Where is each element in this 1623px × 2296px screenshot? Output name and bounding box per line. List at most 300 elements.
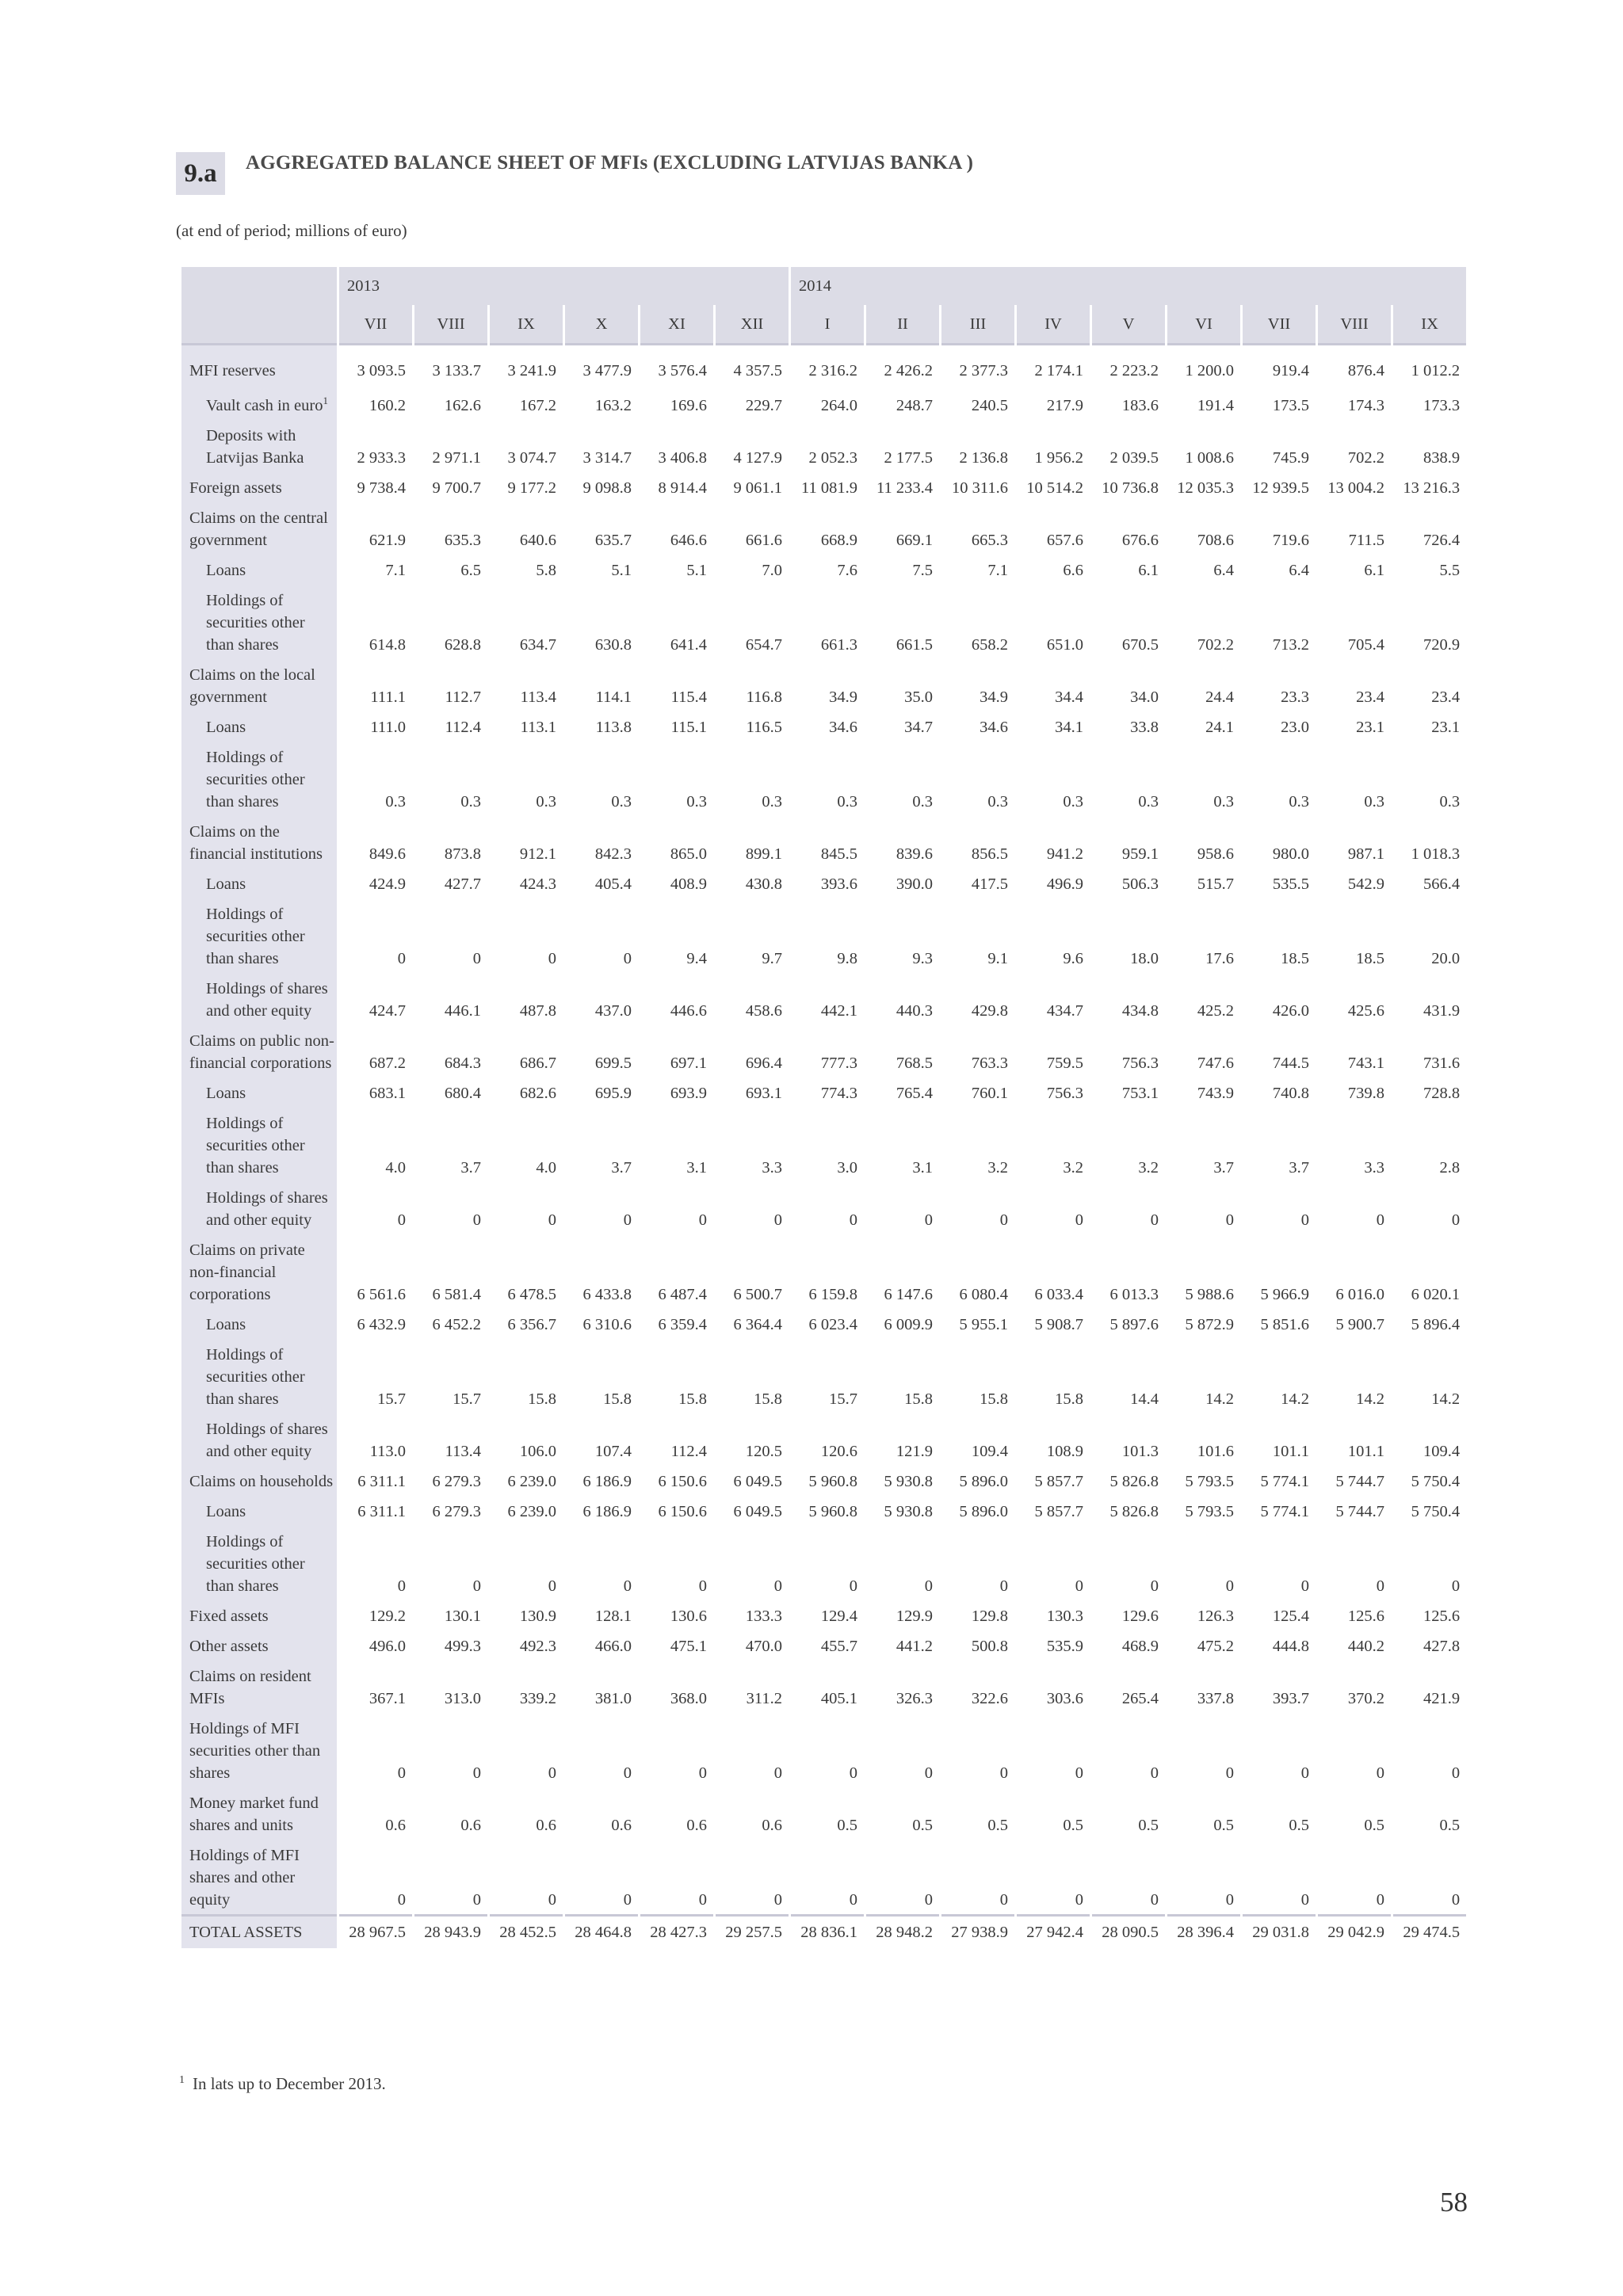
row-label: Claims on private non-financial corporations [189,1241,305,1303]
row-label: Fixed assets [189,1607,269,1625]
value-cell: 23.4 [1356,688,1385,706]
value-cell: 115.1 [670,718,707,736]
value-cell: 5 857.7 [1034,1472,1084,1490]
table-row [181,1661,1466,1713]
value-cell: 658.2 [971,635,1009,654]
value-cell: 0 [623,1890,632,1909]
value-cell: 35.0 [904,688,934,706]
value-cell: 6 033.4 [1034,1285,1084,1303]
value-cell: 107.4 [594,1442,632,1460]
value-cell: 3 074.7 [507,448,556,467]
value-cell: 676.6 [1121,531,1159,549]
value-cell: 635.7 [594,531,632,549]
value-cell: 6 150.6 [658,1502,707,1520]
total-value-cell: 28 967.5 [339,1914,412,1948]
value-cell: 126.3 [1197,1607,1235,1625]
value-cell: 487.8 [519,1001,556,1020]
table-row [181,816,1466,868]
value-cell: 425.2 [1197,1001,1235,1020]
value-cell: 129.6 [1121,1607,1159,1625]
value-cell: 129.9 [896,1607,934,1625]
value-cell: 661.6 [745,531,783,549]
value-cell: 0 [472,1890,481,1909]
value-cell: 0 [999,1890,1009,1909]
row-label-cell [181,711,337,742]
value-cell: 265.4 [1121,1689,1159,1707]
month-header-cell: VIII [414,305,487,345]
value-cell: 0.3 [987,792,1009,810]
value-cell: 34.1 [1055,718,1084,736]
value-cell: 23.1 [1356,718,1385,736]
total-value-cell: 28 396.4 [1167,1914,1240,1948]
value-cell: 442.1 [820,1001,858,1020]
value-cell: 684.3 [444,1054,481,1072]
row-label-cell [181,1630,337,1661]
value-cell: 5 900.7 [1335,1315,1385,1333]
value-cell: 7.1 [385,561,406,579]
value-cell: 3 241.9 [507,362,556,379]
year-header-cell: 2014 [791,267,1466,305]
value-cell: 183.6 [1121,396,1159,414]
value-cell: 113.1 [520,718,556,736]
value-cell: 427.7 [444,875,481,893]
value-cell: 248.7 [896,396,934,414]
value-cell: 651.0 [1046,635,1084,654]
value-cell: 0.3 [762,792,783,810]
value-cell: 10 311.6 [952,479,1009,497]
value-cell: 112.4 [445,718,481,736]
value-cell: 440.3 [896,1001,934,1020]
balance-sheet-table [179,267,1468,1948]
row-label: MFI reserves [189,362,276,379]
value-cell: 34.7 [904,718,934,736]
month-header-cell: III [941,305,1014,345]
value-cell: 0 [698,1577,707,1595]
row-label: Holdings of securities other than shares [206,1345,305,1408]
value-cell: 1 008.6 [1185,448,1235,467]
value-cell: 3.3 [1364,1158,1385,1177]
row-label-cell [181,1339,337,1413]
total-value-cell: 28 836.1 [791,1914,864,1948]
value-cell: 0.3 [611,792,632,810]
value-cell: 101.1 [1272,1442,1310,1460]
value-cell: 326.3 [896,1689,934,1707]
value-cell: 634.7 [519,635,556,654]
row-label-cell [181,1713,337,1787]
value-cell: 0 [698,1890,707,1909]
value-cell: 229.7 [745,396,783,414]
row-label-cell [181,555,337,585]
value-cell: 6 310.6 [582,1315,632,1333]
row-label-cell [181,1526,337,1600]
value-cell: 129.2 [369,1607,406,1625]
value-cell: 174.3 [1347,396,1385,414]
value-cell: 6 239.0 [507,1472,556,1490]
row-label: Loans [206,1502,246,1520]
value-cell: 0 [1075,1764,1084,1782]
value-cell: 0 [472,1577,481,1595]
row-label: Holdings of securities other than shares [206,1114,305,1177]
value-cell: 726.4 [1423,531,1461,549]
month-header-cell: XI [640,305,713,345]
value-cell: 0 [849,1764,858,1782]
value-cell: 4.0 [385,1158,406,1177]
value-cell: 0 [548,1890,556,1909]
value-cell: 128.1 [594,1607,632,1625]
value-cell: 10 736.8 [1102,479,1159,497]
spacer-cell [866,345,939,355]
value-cell: 339.2 [519,1689,556,1707]
value-cell: 0 [548,1764,556,1782]
value-cell: 130.1 [444,1607,481,1625]
table-row [181,1182,1466,1234]
value-cell: 0.3 [686,792,707,810]
value-cell: 8 914.4 [658,479,707,497]
value-cell: 5 896.0 [959,1502,1009,1520]
value-cell: 0.5 [1138,1816,1159,1834]
value-cell: 23.1 [1431,718,1461,736]
value-cell: 0.3 [837,792,858,810]
row-label: Money market fund shares and units [189,1794,319,1834]
value-cell: 0 [999,1577,1009,1595]
value-cell: 9 177.2 [507,479,556,497]
value-cell: 6 359.4 [658,1315,707,1333]
row-label-cell [181,1309,337,1339]
value-cell: 728.8 [1423,1084,1461,1102]
table-row [181,1466,1466,1496]
value-cell: 3 576.4 [658,362,707,379]
value-cell: 743.9 [1197,1084,1235,1102]
value-cell: 455.7 [820,1637,858,1655]
value-cell: 912.1 [519,845,556,863]
value-cell: 112.4 [670,1442,707,1460]
row-label-cell [181,742,337,816]
row-label: Holdings of securities other than shares [206,1532,305,1595]
value-cell: 702.2 [1197,635,1235,654]
value-cell: 0 [1376,1211,1385,1229]
value-cell: 0.5 [1364,1816,1385,1834]
row-label-cell [181,973,337,1025]
value-cell: 0 [548,1211,556,1229]
value-cell: 173.5 [1272,396,1310,414]
value-cell: 873.8 [444,845,481,863]
value-cell: 169.6 [670,396,707,414]
row-label-cell [181,868,337,898]
value-cell: 15.8 [678,1390,707,1408]
value-cell: 390.0 [896,875,934,893]
value-cell: 614.8 [369,635,406,654]
table-row [181,1309,1466,1339]
value-cell: 393.7 [1272,1689,1310,1707]
table-row [181,973,1466,1025]
value-cell: 6.1 [1138,561,1159,579]
value-cell: 5.5 [1439,561,1461,579]
value-cell: 0 [472,1764,481,1782]
row-label: Claims on public non-financial corporations [189,1032,334,1072]
value-cell: 120.5 [745,1442,783,1460]
total-value-cell: 28 452.5 [490,1914,563,1948]
value-cell: 0.5 [1439,1816,1461,1834]
value-cell: 112.7 [445,688,481,706]
total-value-cell: 29 474.5 [1393,1914,1466,1948]
value-cell: 424.3 [519,875,556,893]
value-cell: 430.8 [745,875,783,893]
value-cell: 0.5 [987,1816,1009,1834]
value-cell: 919.4 [1272,362,1310,379]
value-cell: 368.0 [670,1689,707,1707]
table-row [181,1600,1466,1630]
value-cell: 635.3 [444,531,481,549]
value-cell: 0.3 [1439,792,1461,810]
value-cell: 18.0 [1130,949,1159,967]
value-cell: 370.2 [1347,1689,1385,1707]
value-cell: 6 186.9 [582,1502,632,1520]
value-cell: 130.3 [1046,1607,1084,1625]
value-cell: 0 [1300,1577,1310,1595]
value-cell: 434.8 [1121,1001,1159,1020]
table-row [181,742,1466,816]
month-header-cell: VI [1167,305,1240,345]
value-cell: 0 [1300,1211,1310,1229]
value-cell: 0.3 [385,792,406,810]
value-cell: 9 061.1 [733,479,783,497]
value-cell: 5 750.4 [1411,1472,1461,1490]
value-cell: 11 081.9 [801,479,858,497]
table-row [181,420,1466,472]
value-cell: 9.8 [837,949,858,967]
value-cell: 661.3 [820,635,858,654]
value-cell: 6 487.4 [658,1285,707,1303]
row-label-cell [181,420,337,472]
table-row [181,502,1466,555]
value-cell: 0 [397,1211,406,1229]
value-cell: 6 478.5 [507,1285,556,1303]
row-label: Holdings of securities other than shares [206,748,305,810]
value-cell: 14.2 [1356,1390,1385,1408]
value-cell: 0.3 [460,792,481,810]
value-cell: 0 [999,1764,1009,1782]
value-cell: 6 311.1 [357,1472,406,1490]
value-cell: 130.6 [670,1607,707,1625]
value-cell: 5 966.9 [1260,1285,1310,1303]
row-label-cell [181,1840,337,1914]
value-cell: 2 223.2 [1109,362,1159,379]
value-cell: 693.9 [670,1084,707,1102]
value-cell: 0 [1150,1764,1159,1782]
value-cell: 322.6 [971,1689,1009,1707]
value-cell: 34.9 [829,688,858,706]
row-label-cell [181,1661,337,1713]
table-row [181,472,1466,502]
value-cell: 0 [623,1577,632,1595]
value-cell: 125.4 [1272,1607,1310,1625]
value-cell: 2 971.1 [432,448,481,467]
value-cell: 774.3 [820,1084,858,1102]
value-cell: 9 700.7 [432,479,481,497]
value-cell: 475.2 [1197,1637,1235,1655]
row-label-cell [181,502,337,555]
value-cell: 5 774.1 [1260,1502,1310,1520]
value-cell: 5 908.7 [1034,1315,1084,1333]
table-row [181,711,1466,742]
value-cell: 125.6 [1423,1607,1461,1625]
year-header-row [181,267,1466,305]
value-cell: 0 [397,949,406,967]
value-cell: 9 098.8 [582,479,632,497]
value-cell: 6 433.8 [582,1285,632,1303]
value-cell: 744.5 [1272,1054,1310,1072]
value-cell: 670.5 [1121,635,1159,654]
value-cell: 311.2 [746,1689,783,1707]
value-cell: 5 955.1 [959,1315,1009,1333]
value-cell: 865.0 [670,845,707,863]
value-cell: 0 [1451,1890,1461,1909]
value-cell: 740.8 [1272,1084,1310,1102]
value-cell: 0.3 [1213,792,1235,810]
value-cell: 760.1 [971,1084,1009,1102]
row-label-cell [181,1234,337,1309]
value-cell: 0.6 [536,1816,556,1834]
value-cell: 173.3 [1423,396,1461,414]
value-cell: 0 [924,1890,934,1909]
value-cell: 121.9 [896,1442,934,1460]
value-cell: 6.4 [1213,561,1235,579]
value-cell: 3 314.7 [582,448,632,467]
spacer-cell [791,345,864,355]
value-cell: 5 793.5 [1185,1472,1235,1490]
row-label-cell [181,1466,337,1496]
value-cell: 101.3 [1121,1442,1159,1460]
value-cell: 0 [849,1577,858,1595]
value-cell: 2 039.5 [1109,448,1159,467]
value-cell: 6.5 [460,561,481,579]
value-cell: 130.9 [519,1607,556,1625]
value-cell: 4.0 [536,1158,556,1177]
page-number: 58 [1440,2187,1468,2218]
value-cell: 5.8 [536,561,556,579]
row-label: Holdings of securities other than shares [206,905,305,967]
value-cell: 0.5 [912,1816,934,1834]
value-cell: 114.1 [595,688,632,706]
value-cell: 9.6 [1063,949,1084,967]
value-cell: 0.5 [1063,1816,1084,1834]
value-cell: 899.1 [745,845,783,863]
value-cell: 470.0 [745,1637,783,1655]
row-label: Holdings of shares and other equity [206,1188,328,1229]
row-label-cell [181,1496,337,1526]
value-cell: 116.8 [746,688,783,706]
value-cell: 0 [1300,1764,1310,1782]
value-cell: 9.1 [987,949,1009,967]
total-value-cell: 28 427.3 [640,1914,713,1948]
value-cell: 0 [1075,1211,1084,1229]
value-cell: 566.4 [1423,875,1461,893]
value-cell: 0 [397,1890,406,1909]
spacer-cell [640,345,713,355]
value-cell: 763.3 [971,1054,1009,1072]
value-cell: 499.3 [444,1637,481,1655]
value-cell: 0 [472,1211,481,1229]
month-header-cell: X [565,305,638,345]
row-label: Loans [206,718,246,736]
value-cell: 765.4 [896,1084,934,1102]
value-cell: 5 896.0 [959,1472,1009,1490]
value-cell: 0.6 [762,1816,783,1834]
value-cell: 405.4 [594,875,632,893]
value-cell: 0 [548,949,556,967]
value-cell: 5 826.8 [1109,1502,1159,1520]
value-cell: 1 956.2 [1034,448,1084,467]
value-cell: 446.6 [670,1001,707,1020]
value-cell: 429.8 [971,1001,1009,1020]
table-row [181,585,1466,659]
value-cell: 20.0 [1431,949,1461,967]
value-cell: 7.6 [837,561,858,579]
value-cell: 0 [999,1211,1009,1229]
value-cell: 468.9 [1121,1637,1159,1655]
value-cell: 0 [1225,1890,1235,1909]
spacer-cell [490,345,563,355]
value-cell: 2 377.3 [959,362,1009,379]
value-cell: 1 012.2 [1411,362,1461,379]
total-value-cell: 28 943.9 [414,1914,487,1948]
row-label-cell [181,472,337,502]
table-row [181,898,1466,973]
value-cell: 5 793.5 [1185,1502,1235,1520]
table-row [181,1339,1466,1413]
spacer-cell [565,345,638,355]
value-cell: 621.9 [369,531,406,549]
value-cell: 759.5 [1046,1054,1084,1072]
value-cell: 2 174.1 [1034,362,1084,379]
value-cell: 440.2 [1347,1637,1385,1655]
value-cell: 6 147.6 [884,1285,934,1303]
value-cell: 6 009.9 [884,1315,934,1333]
value-cell: 5 774.1 [1260,1472,1310,1490]
spacer-row [181,345,1466,355]
value-cell: 0.3 [1063,792,1084,810]
value-cell: 0.3 [912,792,934,810]
value-cell: 23.0 [1281,718,1310,736]
spacer-cell [1393,345,1466,355]
value-cell: 4 127.9 [733,448,783,467]
value-cell: 425.6 [1347,1001,1385,1020]
value-cell: 0.6 [686,1816,707,1834]
value-cell: 367.1 [369,1689,406,1707]
value-cell: 682.6 [519,1084,556,1102]
value-cell: 747.6 [1197,1054,1235,1072]
value-cell: 699.5 [594,1054,632,1072]
value-cell: 506.3 [1121,875,1159,893]
value-cell: 657.6 [1046,531,1084,549]
value-cell: 6 016.0 [1335,1285,1385,1303]
value-cell: 669.1 [896,531,934,549]
value-cell: 628.8 [444,635,481,654]
value-cell: 129.4 [820,1607,858,1625]
spacer-cell [1167,345,1240,355]
row-label: Loans [206,1084,246,1102]
value-cell: 0.3 [1138,792,1159,810]
value-cell: 5 857.7 [1034,1502,1084,1520]
footnote [179,2074,386,2094]
value-cell: 6 561.6 [357,1285,406,1303]
value-cell: 427.8 [1423,1637,1461,1655]
value-cell: 0.3 [1364,792,1385,810]
total-value-cell: 29 257.5 [716,1914,789,1948]
value-cell: 6.1 [1364,561,1385,579]
value-cell: 0 [623,949,632,967]
value-cell: 113.4 [445,1442,481,1460]
